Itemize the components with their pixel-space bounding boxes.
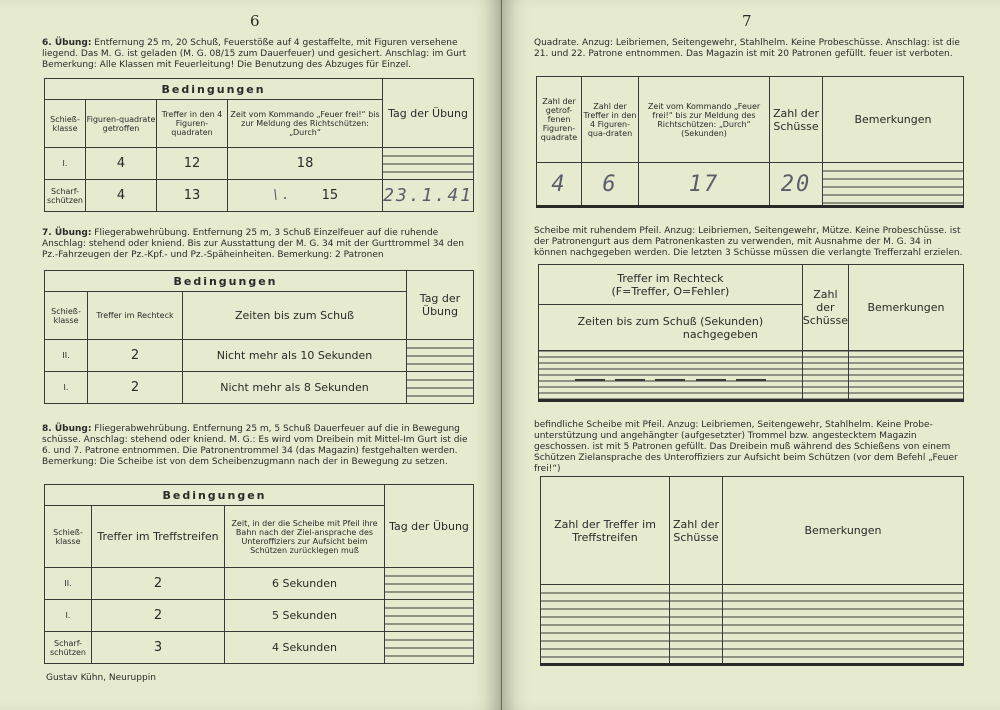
tag-der-uebung-header: Tag der Übung — [385, 485, 474, 568]
exercise-8-text: 8. Übung: Fliegerabwehrübung. Entfernung 25 m, 5 Schuß Dauerfeuer auf die in Bewegung schüsse. Anschlag: stehend oder kniend. M. G.: Es wird vom Dreibein mit Mittel-Im Gurt ist die 6. und 7. Patrone entnommen. Die Patronentrommel 34 (das Magazin) festgehalten werden. Bemerkung: Die Scheibe ist von dem Scheibenzugmann nach der in Bewegung zu setzen. — [42, 424, 468, 467]
col-header: Zahl der getrof-fenen Figuren-quadrate — [537, 77, 582, 163]
table-cell: 2 — [92, 600, 225, 632]
col-header: Zeit vom Kommando „Feuer frei!“ bis zur Meldung des Richtschützen: „Durch“ — [228, 100, 383, 148]
date-lines — [385, 632, 474, 664]
handwritten-date: 23.1.41 — [383, 180, 474, 212]
remarks-lines — [849, 351, 964, 401]
col-header: Bemerkungen — [849, 265, 964, 351]
col-header: Bemerkungen — [723, 477, 964, 585]
exercise-7-continued-text: Scheibe mit ruhendem Pfeil. Anzug: Leibriemen, Seitengewehr, Mütze. Keine Probeschüsse. ist der Patronengurt aus dem Patronenkasten zu verwenden, mit Ausnahme der M. G. 34 in können nachgegeben werden. Die letzten 3 Schüsse müssen die verlangte Trefferzahl erzielen. — [534, 226, 963, 258]
table-cell: I. — [45, 600, 92, 632]
remarks-lines — [723, 585, 964, 665]
table-cell: 3 — [92, 632, 225, 664]
table-cell: \. 15 — [228, 180, 383, 212]
col-header: Treffer im Treffstreifen — [92, 506, 225, 568]
exercise-7-table — [44, 270, 474, 404]
table-cell: II. — [45, 340, 88, 372]
tag-der-uebung-header: Tag der Übung — [407, 271, 474, 340]
exercise-6-table — [44, 78, 474, 212]
remarks-lines — [823, 163, 964, 207]
exercise-6-text: 6. Übung: Entfernung 25 m, 20 Schuß, Feuerstöße auf 4 gestaffelte, mit Figuren versehene liegend. Das M. G. ist geladen (M. G. 08/15 zum Dauerfeuer) und gesichert. Anschlag: im Gurt Bemerkung: Alle Klassen mit Feuerleitung! Die Benutzung des Abzuges für Einzel. — [42, 38, 467, 70]
entry-treffer: 6 — [582, 163, 639, 207]
table-cell: 6 Sekunden — [225, 568, 385, 600]
bedingungen-header: Bedingungen — [45, 485, 385, 506]
table-cell: 13 — [157, 180, 228, 212]
table-cell: 5 Sekunden — [225, 600, 385, 632]
col-header: Zeiten bis zum Schuß — [183, 292, 407, 340]
printer-imprint: Gustav Kühn, Neuruppin — [46, 673, 156, 683]
col-header: Figuren-quadrate getroffen — [86, 100, 157, 148]
table-cell: 4 — [86, 180, 157, 212]
col-header: Treffer im Rechteck (F=Treffer, O=Fehler) — [539, 265, 803, 305]
hits-lines — [541, 585, 670, 665]
exercise-7-text: 7. Übung: Fliegerabwehrübung. Entfernung 25 m, 3 Schuß Einzelfeuer auf die ruhende Anschlag: stehend oder kniend. Bis zur Ausstattung der M. G. 34 mit der Gurttrommel 34 den Pz.-Fahrzeugen der Pz.-Kpf.- und Pz.-Späheinheiten. Bemerkung: 2 Patronen — [42, 228, 464, 260]
table-cell: 2 — [88, 340, 183, 372]
page-number-6: 6 — [250, 12, 260, 30]
exercise-6-results-table — [536, 76, 964, 208]
col-header: Zeit vom Kommando „Feuer frei!“ bis zur Meldung des Richtschützen: „Durch“ (Sekunden) — [639, 77, 770, 163]
table-cell: 4 — [86, 148, 157, 180]
col-header: Zahl der Treffer in den 4 Figuren-qua-draten — [582, 77, 639, 163]
tick-mark: \. — [271, 188, 292, 203]
entry-zeit: 17 — [639, 163, 770, 207]
col-header: Zahl der Treffer im Treffstreifen — [541, 477, 670, 585]
col-header: Zeit, in der die Scheibe mit Pfeil ihre Bahn nach der Ziel-ansprache des Unteroffiziers zur Aufsicht beim Schützen zurücklegen muß — [225, 506, 385, 568]
table-cell: 2 — [92, 568, 225, 600]
shots-lines — [670, 585, 723, 665]
entry-quadrate: 4 — [537, 163, 582, 207]
table-cell: 2 — [88, 372, 183, 404]
table-cell: 12 — [157, 148, 228, 180]
entry-schuesse: 20 — [770, 163, 823, 207]
table-cell: II. — [45, 568, 92, 600]
marks-row — [539, 351, 803, 401]
bedingungen-header: Bedingungen — [45, 271, 407, 292]
shots-lines — [802, 351, 848, 401]
page-number-7: 7 — [742, 12, 752, 30]
exercise-7-results-table — [538, 264, 964, 402]
exercise-8-results-table — [540, 476, 964, 666]
table-cell: I. — [45, 148, 86, 180]
tag-der-uebung-header: Tag der Übung — [383, 79, 474, 148]
date-lines — [383, 148, 474, 180]
col-header: Zahl der Schüsse — [802, 265, 848, 351]
col-header: Zahl der Schüsse — [770, 77, 823, 163]
date-lines — [385, 600, 474, 632]
table-cell: Nicht mehr als 8 Sekunden — [183, 372, 407, 404]
col-header: Treffer im Rechteck — [88, 292, 183, 340]
exercise-6-continued-text: Quadrate. Anzug: Leibriemen, Seitengewehr, Stahlhelm. Keine Probeschüsse. Anschlag: ist die 21. und 22. Patrone entnommen. Das Magazin ist mit 20 Patronen gefüllt. feuer ist verboten. — [534, 38, 960, 59]
bedingungen-header: Bedingungen — [45, 79, 383, 100]
table-cell: 4 Sekunden — [225, 632, 385, 664]
date-lines — [407, 340, 474, 372]
table-cell: I. — [45, 372, 88, 404]
table-cell: Scharf-schützen — [45, 180, 86, 212]
table-cell: 18 — [228, 148, 383, 180]
col-header: Schieß-klasse — [45, 506, 92, 568]
table-cell: Scharf-schützen — [45, 632, 92, 664]
date-lines — [407, 372, 474, 404]
table-cell: Nicht mehr als 10 Sekunden — [183, 340, 407, 372]
col-header: Zahl der Schüsse — [670, 477, 723, 585]
col-header: Zeiten bis zum Schuß (Sekunden) nachgegeben — [539, 305, 803, 351]
col-header: Schieß-klasse — [45, 292, 88, 340]
exercise-8-table — [44, 484, 474, 664]
col-header: Schieß-klasse — [45, 100, 86, 148]
col-header: Treffer in den 4 Figuren-quadraten — [157, 100, 228, 148]
right-page — [502, 0, 1000, 710]
col-header: Bemerkungen — [823, 77, 964, 163]
date-lines — [385, 568, 474, 600]
exercise-8-continued-text: befindliche Scheibe mit Pfeil. Anzug: Leibriemen, Seitengewehr, Stahlhelm. Keine Probe-unterstützung und angehängter (aufgesetzter) Trommel bzw. angestecktem Magazin geschossen. ist mit 5 Patronen gefüllt. Das Dreibein muß während des Schießens von einem Schützen Zielansprache des Unteroffiziers zur Aufsicht beim Schützen (vor dem Befehl „Feuer frei!“) — [534, 420, 958, 474]
